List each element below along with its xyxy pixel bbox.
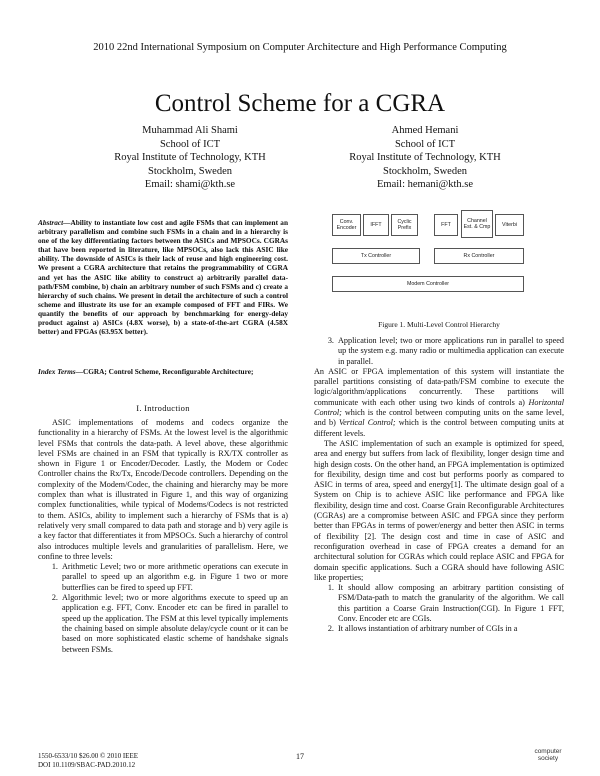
section-heading: I. Introduction: [136, 403, 190, 413]
doi-line: DOI 10.1109/SBAC-PAD.2010.12: [38, 761, 136, 769]
list-item: 2. Algorithmic level; two or more algorithms execute to speed up an application e.g. FFT, Conv. Encoder etc can be fired in parallel to speed up the application. The FSM at this level typically implements the chaining based on simple absolute delay/cycle count or it can be based on more sophisticated elastic scheme of handshake signals between FSMs.: [60, 593, 288, 655]
author-name: Ahmed Hemani: [391, 125, 459, 136]
emphasis: Horizontal Control;: [314, 397, 564, 418]
list-item: 1. It should allow composing an arbitrary partition consisting of FSM/Data-path to match the granularity of the algorithm. We call this partition a Coarse Grain Instruction(CGI). In Figure 1 FFT, Conv. Encoder etc are CGIs.: [336, 583, 564, 624]
index-terms-label: Index Terms: [38, 367, 76, 376]
abstract: [38, 218, 288, 336]
intro-paragraph: ASIC implementations of modems and codecs organize the functionality in a hierarchy of FSMs. At the lowest level is the algorithmic level FSMs that controls the data-path. A level above, these algorithmic level FSMs are chained in an FSM that typically is RX/TX controller as shown in Figure 1 or Encoder/Decoder. Lastly, the Modem or Codec Controller chains the Rx/Tx, Encode/Decode controllers. Depending on the complexity of the Modem/Codec, the chaining and hierarchy may be more complex than what is illustrated in Figure 1, and this way of organizing complex functionalities, while typical of Modems/Codecs is not restricted to them. ASICs, ability to implement such a hierarchy of FSMs that is a) relatively very small compared to data path and storage and b) very agile is a key factor that differentiates it from MPSOCs. Such a hierarchy of control also introduces multiple levels and granularities of parallelism. Here, we confine to three levels:: [38, 418, 288, 561]
copyright-footer: [38, 752, 138, 770]
paragraph: An ASIC or FPGA implementation of this system will instantiate the parallel partitions consisting of data-path/FSM combine to execute the logic/algorithm/applications concurrently. These partitions will communicate with each other using two kinds of controls a) Horizontal Control; which is the control between computing units on the same level, and b) Vertical Control; which is the control between computing units at different levels.: [314, 366, 564, 438]
list-item: 1. Arithmetic Level; two or more arithmetic operations can execute in parallel to speed up an algorithm e.g. in Figure 1 two or more butterflies can be fired to speed up FFT.: [60, 562, 288, 593]
rx-controller-block: Rx Controller: [434, 248, 524, 264]
author-name: Muhammad Ali Shami: [142, 125, 238, 136]
cyclic-prefix-block: Cyclic Prefix: [391, 214, 418, 236]
modem-controller-block: Modem Controller: [332, 276, 524, 292]
index-terms: [38, 367, 288, 376]
paragraph: The ASIC implementation of such an example is optimized for speed, area and energy but suffers from lack of flexibility, longer design time and high design costs. On the other hand, an FPGA implementation is optimized for flexibility, design time and cost but performs poorly as compared to ASIC in terms of area, speed and energy[1]. The ultimate design goal of a System on Chip is to achieve ASIC like performance and FPGA like flexibility, design time and cost. Coarse Grain Reconfigurable Architectures (CGRAs) are a compromise between ASIC and FPGA since they perform better than FPGAs in terms of power/energy and better then ASIC in terms of flexibility [2]. The design cost and time in case of ASIC and reconfiguration overhead in case of FPGA creates a demand for an architectural solution for CGRAs which could replace ASIC and FPGA for domain specific applications. Such a CGRA should have following ASIC like properties;: [314, 438, 564, 582]
abstract-text: —Ability to instantiate low cost and agile FSMs that can implement an arbitrary parallelism and combine such FSMs in a chain and in a hierarchy is one of the key differentiating factors between the ASICs and MPSOCs. CGRAs that have been reported in literature, like MPSOCs, also lack this ASIC like ability. The downside of ASICs is their lack of reuse and high engineering cost. We present a CGRA architecture that retains the programmability of CGRA and yet has the ASIC like ability to construct a) arbitrarily parallel data-path/FSM combine, b) chain an arbitrary number of such FSMs and c) create a hierarchy of such chains. We present in detail the architecture of such a control scheme and illustrate its use for an example composed of FFT and FIRs. We quantify the benefits of our approach by benchmarking for energy-delay product against a) ASICs (4.8X worse), b) a state-of-the-art CGRA (4.58X better) and FPGAs (63.95X better).: [38, 218, 288, 337]
copyright-line: 1550-6533/10 $26.00 © 2010 IEEE: [38, 752, 139, 760]
conference-header: 2010 22nd International Symposium on Computer Architecture and High Performance Computing: [93, 42, 507, 53]
logo-text-1: computer: [534, 748, 562, 755]
author-dept: School of ICT: [394, 138, 456, 150]
author-block-1: [90, 124, 290, 192]
author-email: Email: shami@kth.se: [144, 179, 236, 190]
author-email: Email: hemani@kth.se: [377, 179, 473, 190]
intro-text: [38, 418, 288, 655]
list-item: 3. Application level; two or more applications run in parallel to speed up the system e.g. many radio or multimedia application can execute in parallel.: [336, 336, 564, 367]
viterbi-block: Viterbi: [495, 214, 524, 236]
author-block-2: [325, 124, 525, 192]
conv-encoder-block: Conv. Encoder: [332, 214, 361, 236]
figure-1-diagram: [332, 210, 558, 314]
author-city: Stockholm, Sweden: [383, 165, 467, 177]
channel-est-block: Channel Est. & Cmp: [461, 210, 493, 238]
list-item: 2. It allows instantiation of arbitrary number of CGIs in a: [336, 624, 564, 634]
author-city: Stockholm, Sweden: [148, 165, 232, 177]
fft-block: FFT: [434, 214, 458, 236]
author-institution: Royal Institute of Technology, KTH: [114, 152, 266, 163]
paper-title: Control Scheme for a CGRA: [154, 90, 446, 117]
logo-text-2: society: [537, 754, 559, 762]
ifft-block: IFFT: [363, 214, 389, 236]
page-number: 17: [296, 752, 304, 761]
emphasis: Vertical Control;: [339, 418, 396, 428]
figure-caption: Figure 1. Multi-Level Control Hierarchy: [378, 320, 500, 329]
index-terms-text: —CGRA; Control Scheme, Reconfigurable Architecture;: [75, 367, 254, 376]
right-column-text: [314, 336, 564, 635]
tx-controller-block: Tx Controller: [332, 248, 420, 264]
author-dept: School of ICT: [159, 138, 221, 150]
author-institution: Royal Institute of Technology, KTH: [349, 152, 501, 163]
abstract-label: Abstract: [38, 218, 64, 227]
computer-society-logo: [528, 749, 568, 762]
